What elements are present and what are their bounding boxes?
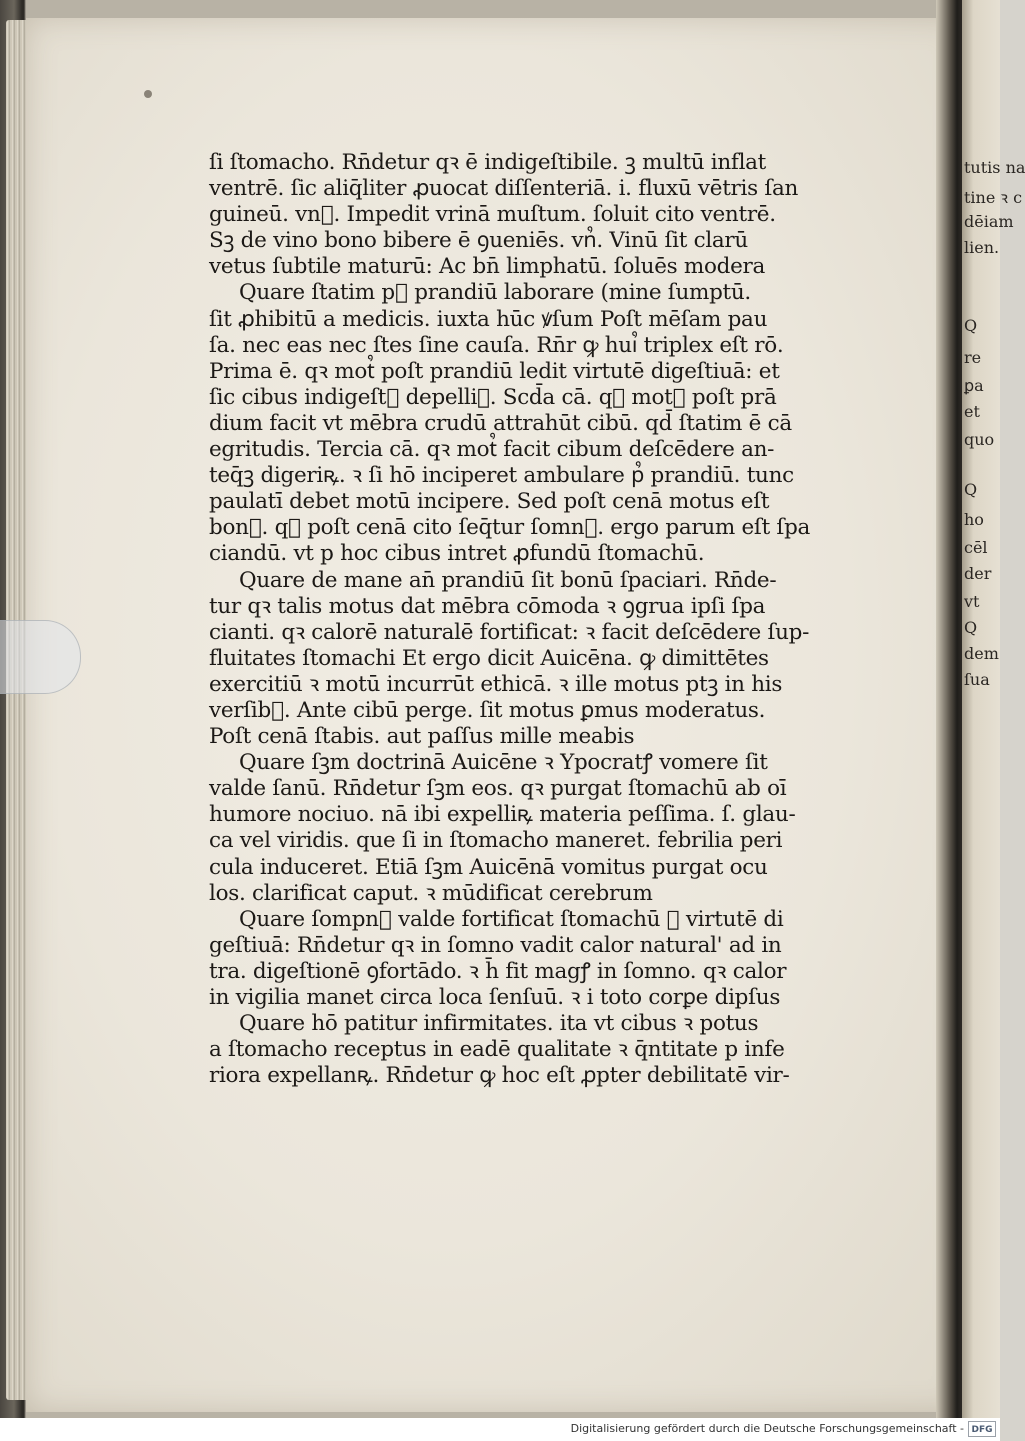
facing-page-fragment: Q xyxy=(964,480,978,499)
text-line: in vigilia manet circa loca ſenſuū. ꝛ i toto corꝑe dipſus xyxy=(209,985,781,1010)
facing-page-fragment: vt xyxy=(964,592,980,611)
text-line: ca vel viridis. que ſi in ſtomacho maneret. febrilia peri xyxy=(209,828,783,854)
facing-page-fragment: dēiam xyxy=(964,212,1014,231)
text-line: cula induceret. Etiā ſꝫm Auicēnā vomitus purgat ocu xyxy=(209,854,768,880)
text-line: Quare de mane an̄ prandiū ſit bonū ſpaciari. Rn̄de- xyxy=(239,567,777,593)
text-line: dium facit vt mēbra crudū attrahūt cibū. qd̄ ſtatim ē cā xyxy=(209,410,792,436)
facing-page-fragment: lien. xyxy=(964,238,1000,257)
text-line: tur qꝛ talis motus dat mēbra cōmoda ꝛ ꝯgrua ipſi ſpa xyxy=(209,593,766,619)
facing-page-fragment: Q xyxy=(964,618,978,637)
text-line: egritudis. Tercia cā. qꝛ mot᷒ facit cibum deſcēdere an- xyxy=(209,437,775,463)
text-line: riora expellanꝶ. Rn̄detur ꝙ hoc eſt ꝓpter debilitatē vir- xyxy=(209,1063,790,1089)
facing-page-edge xyxy=(962,0,1025,1418)
text-line: Prima ē. qꝛ mot᷒ poſt prandiū ledit virtutē digeſtiuā: et xyxy=(209,358,780,384)
text-line: exercitiū ꝛ motū incurrūt ethicā. ꝛ ille motus ptꝫ in his xyxy=(209,671,783,697)
text-line: tra. digeſtionē ꝯfortādo. ꝛ h̄ fit magꝭ in ſomno. qꝛ calor xyxy=(209,958,787,984)
footer-bar xyxy=(0,1418,1000,1441)
text-line: a ſtomacho receptus in eadē qualitate ꝛ q̄ntitate p infe xyxy=(209,1037,785,1063)
printed-text-block xyxy=(209,150,829,1089)
text-line: Quare ſtatim p᷒ prandiū laborare (mine ſumptū. xyxy=(239,280,751,306)
facing-page-fragment: ꝑa xyxy=(964,376,984,395)
text-line: ventrē. ſic aliq̄liter ꝓuocat diſſenteriā. i. fluxū vētris ſan xyxy=(209,176,799,202)
text-line: humore nociuo. nā ibi expelliꝶ materia peſſima. ſ. glau- xyxy=(209,802,796,828)
ink-spot xyxy=(144,90,152,98)
facing-page-fragment: tine ꝛ c xyxy=(964,188,1023,207)
text-line: paulatī debet motū incipere. Sed poſt cenā motus eſt xyxy=(209,489,770,515)
facing-page-fragment: dem xyxy=(964,644,999,663)
facing-page-fragment: quo xyxy=(964,430,995,449)
facing-page-fragment: tutis na xyxy=(964,158,1025,177)
text-line: ſit ꝓhibitū a medicis. iuxta hūc ꝟſum Poſt mēſam pau xyxy=(209,306,768,332)
text-line: vetus ſubtile maturū: Ac bn̄ limphatū. ſoluēs modera xyxy=(209,254,766,280)
facing-page-fragment: cēl xyxy=(964,538,988,557)
text-line: geſtiuā: Rn̄detur qꝛ in ſomno vadit calor natural' ad in xyxy=(209,932,782,958)
facing-page-fragment: et xyxy=(964,402,980,421)
facing-page-fragment: der xyxy=(964,564,992,583)
facing-page-fragment: ſua xyxy=(964,670,990,689)
text-line: Quare ſompn᷒ valde fortificat ſtomachū ꝛ virtutē di xyxy=(239,906,784,932)
text-line: ſic cibus indigeſt᷒ depelliꝶ. Scd̄a cā. qꝛ mot᷒ poſt prā xyxy=(209,384,777,410)
text-line: Sꝫ de vino bono bibere ē ꝯueniēs. vn᷒. Vinū ſit clarū xyxy=(209,228,748,254)
dfg-logo: DFG xyxy=(968,1421,996,1437)
text-line: Poſt cenā ſtabis. aut paſſus mille meabis xyxy=(209,724,635,750)
text-line: ciandū. vt p hoc cibus intret ꝓfundū ſtomachū. xyxy=(209,541,705,567)
text-line: los. clarificat caput. ꝛ mūdificat cerebrum xyxy=(209,880,653,906)
text-line: Quare hō patitur infirmitates. ita vt cibus ꝛ potus xyxy=(239,1011,759,1037)
facing-page-fragment: ho xyxy=(964,510,984,529)
text-line: ſi ſtomacho. Rn̄detur qꝛ ē indigeſtibile. ꝫ multū inflat xyxy=(209,150,767,175)
facing-page-fragment: re xyxy=(964,348,982,367)
text-line: valde ſanū. Rn̄detur ſꝫm eos. qꝛ purgat ſtomachū ab oī xyxy=(209,776,787,802)
text-line: verſib᷒. Ante cibū perge. ſit motus ꝑmus moderatus. xyxy=(209,697,766,723)
text-line: Quare ſꝫm doctrinā Auicēne ꝛ Ypocratꝭ vomere ſit xyxy=(239,750,768,776)
page-clip xyxy=(0,620,81,694)
text-line: ſa. nec eas nec ſtes ſine cauſa. Rn̄r ꝙ hui᷒ triplex eſt rō. xyxy=(209,332,784,358)
footer-credit: Digitalisierung gefördert durch die Deutsche Forschungsgemeinschaft - xyxy=(570,1422,964,1435)
text-line: bon᷒. qꝛ poſt cenā cito ſeq̄tur ſomn᷒. ergo parum eſt ſpa xyxy=(209,515,811,541)
facing-page-fragment: Q xyxy=(964,316,978,335)
text-line: teq̄ꝫ digeriꝶ. ꝛ ſi hō inciperet ambulare p᷒ prandiū. tunc xyxy=(209,463,794,489)
text-line: cianti. qꝛ calorē naturalē fortificat: ꝛ facit deſcēdere ſup- xyxy=(209,619,810,645)
text-line: guineū. vn᷒. Impedit vrinā muſtum. ſoluit cito ventrē. xyxy=(209,202,776,228)
text-line: fluitates ſtomachi Et ergo dicit Auicēna. ꝙ dimittētes xyxy=(209,645,769,671)
